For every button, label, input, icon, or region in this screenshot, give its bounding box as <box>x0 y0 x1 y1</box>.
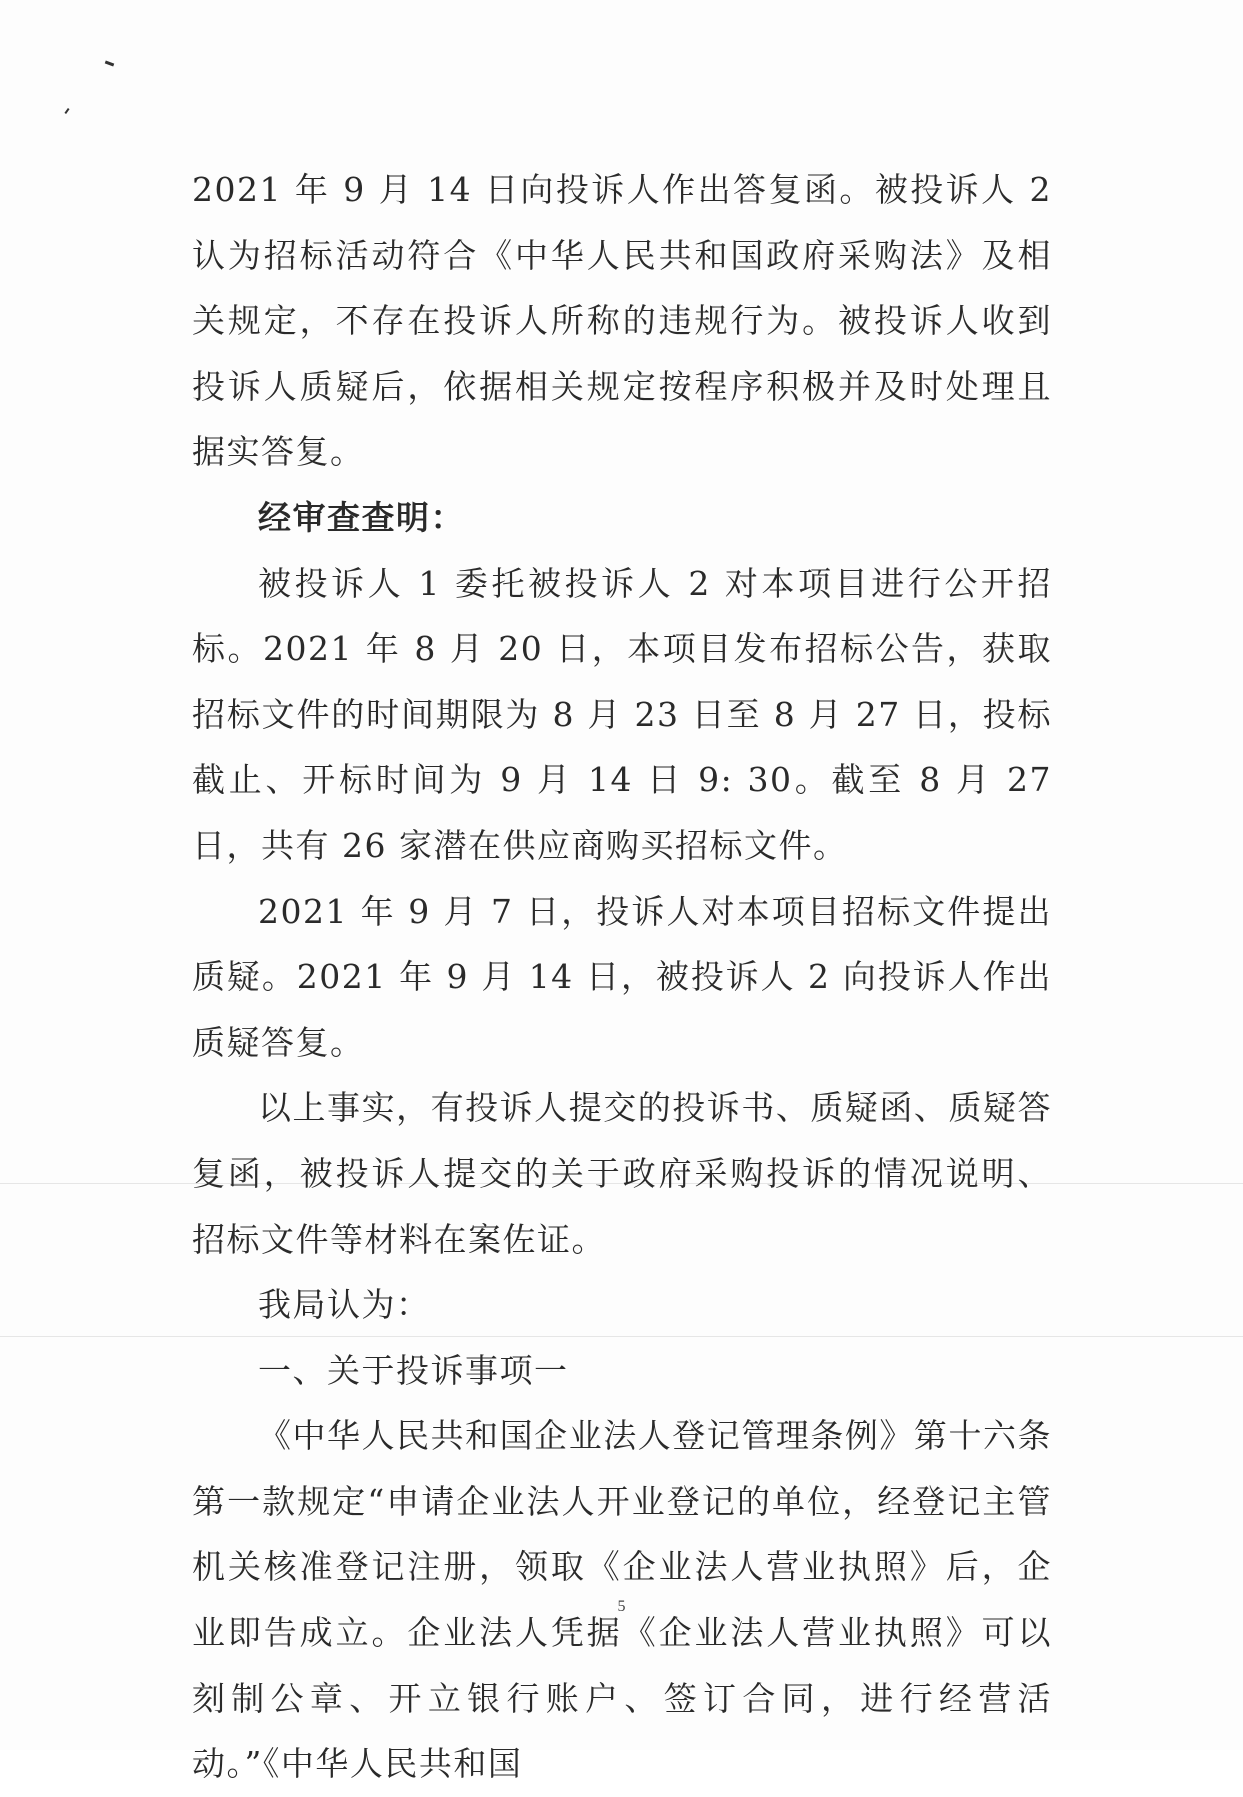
subheading-complaint-item-one: 一、关于投诉事项一 <box>258 1350 569 1390</box>
paragraph-bureau-opinion: 我局认为： <box>258 1285 431 1325</box>
document-body <box>192 157 1052 1797</box>
section-heading-findings: 经审查查明： <box>258 497 465 537</box>
scan-speck <box>105 61 114 67</box>
paragraph-regulation-citation: 《中华人民共和国企业法人登记管理条例》第十六条第一款规定“申请企业法人开业登记的单位，经登记主管机关核准登记注册，领取《企业法人营业执照》后，企业即告成立。企业法人凭据《企业法人营业执照》可以刻制公章、开立银行账户、签订合同，进行经营活动。”《中华人民共和国 <box>192 1416 1052 1784</box>
page-number: 5 <box>617 1598 626 1615</box>
paragraph-findings-challenge: 2021 年 9 月 7 日，投诉人对本项目招标文件提出质疑。2021 年 9 月 14 日，被投诉人 2 向投诉人作出质疑答复。 <box>192 891 1052 1062</box>
paragraph-evidence: 以上事实，有投诉人提交的投诉书、质疑函、质疑答复函，被投诉人提交的关于政府采购投诉的情况说明、招标文件等材料在案佐证。 <box>192 1088 1052 1259</box>
paragraph-findings-tender: 被投诉人 1 委托被投诉人 2 对本项目进行公开招标。2021 年 8 月 20 日，本项目发布招标公告，获取招标文件的时间期限为 8 月 23 日至 8 月 27 日，投标截止、开标时间为 9 月 14 日 9: 30。截至 8 月 27 日，共有 26 家潜在供应商购买招标文件。 <box>192 563 1052 865</box>
paragraph-continuation: 2021 年 9 月 14 日向投诉人作出答复函。被投诉人 2 认为招标活动符合《中华人民共和国政府采购法》及相关规定，不存在投诉人所称的违规行为。被投诉人收到投诉人质疑后，依据相关规定按程序积极并及时处理且据实答复。 <box>192 170 1052 472</box>
scan-speck <box>64 108 69 114</box>
